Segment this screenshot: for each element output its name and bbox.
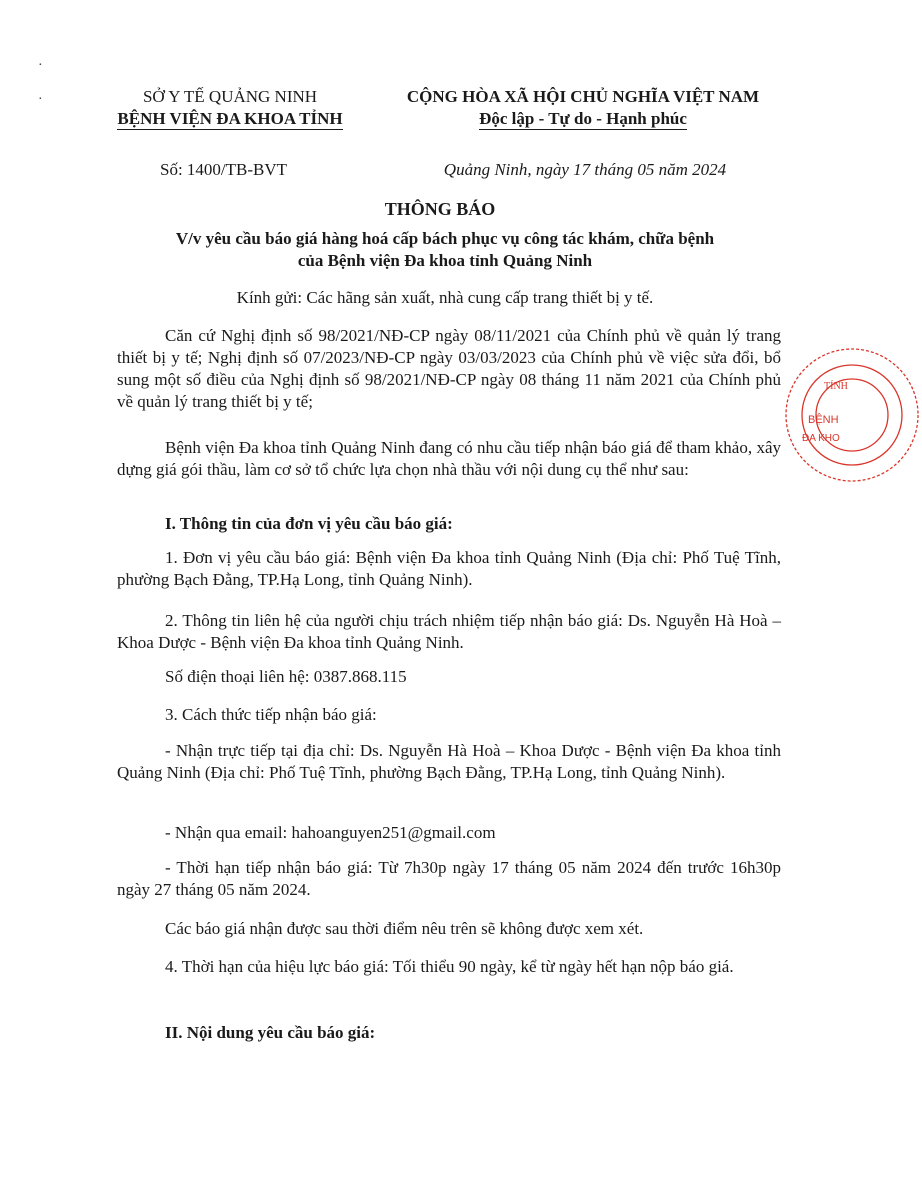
late-note: Các báo giá nhận được sau thời điểm nêu trên sẽ không được xem xét. <box>165 919 644 938</box>
intro-paragraph: Bệnh viện Đa khoa tỉnh Quảng Ninh đang có nhu cầu tiếp nhận báo giá để tham khảo, xây dựng giá gói thầu, làm cơ sở tổ chức lựa chọn nhà thầu với nội dung cụ thể như sau: <box>117 438 781 479</box>
receive-direct: - Nhận trực tiếp tại địa chỉ: Ds. Nguyễn Hà Hoà – Khoa Dược - Bệnh viện Đa khoa tỉnh Quảng Ninh (Địa chỉ: Phố Tuệ Tĩnh, phường Bạch Đằng, TP.Hạ Long, tỉnh Quảng Ninh). <box>117 741 781 782</box>
agency-header <box>100 86 360 130</box>
seal-text-top: TỈNH <box>824 381 848 392</box>
document-number: Số: 1400/TB-BVT <box>160 160 288 179</box>
document-title: THÔNG BÁO <box>384 199 496 219</box>
contact-phone: Số điện thoại liên hệ: 0387.868.115 <box>165 667 407 686</box>
scan-mark: · <box>38 58 43 73</box>
section-heading-2: II. Nội dung yêu cầu báo giá: <box>165 1023 376 1042</box>
scan-mark: · <box>38 92 43 107</box>
receive-deadline: - Thời hạn tiếp nhận báo giá: Từ 7h30p ngày 17 tháng 05 năm 2024 đến trước 16h30p ngày 27 tháng 05 năm 2024. <box>117 858 781 899</box>
agency-parent: SỞ Y TẾ QUẢNG NINH <box>142 87 318 106</box>
official-seal <box>782 345 922 485</box>
legal-basis-paragraph: Căn cứ Nghị định số 98/2021/NĐ-CP ngày 08/11/2021 của Chính phủ về quản lý trang thiết bị y tế; Nghị định số 07/2023/NĐ-CP ngày 03/03/2023 của Chính phủ về việc sửa đổi, bổ sung một số điều của Nghị định số 98/2021/NĐ-CP ngày 08 tháng 11 năm 2021 của Chính phủ về quản lý trang thiết bị y tế; <box>117 326 781 411</box>
greeting: Kính gửi: Các hãng sản xuất, nhà cung cấp trang thiết bị y tế. <box>236 288 654 307</box>
national-title: CỘNG HÒA XÃ HỘI CHỦ NGHĨA VIỆT NAM <box>406 87 760 106</box>
seal-text-mid1: BỆNH <box>808 414 839 426</box>
subject-line-1: V/v yêu cầu báo giá hàng hoá cấp bách phục vụ công tác khám, chữa bệnh <box>175 229 715 248</box>
item-2: 2. Thông tin liên hệ của người chịu trách nhiệm tiếp nhận báo giá: Ds. Nguyễn Hà Hoà – Khoa Dược - Bệnh viện Đa khoa tỉnh Quảng Ninh. <box>117 611 781 652</box>
item-4: 4. Thời hạn của hiệu lực báo giá: Tối thiểu 90 ngày, kể từ ngày hết hạn nộp báo giá. <box>165 957 734 976</box>
national-motto: Độc lập - Tự do - Hạnh phúc <box>479 109 687 128</box>
agency-name: BỆNH VIỆN ĐA KHOA TỈNH <box>117 109 343 128</box>
section-heading-1: I. Thông tin của đơn vị yêu cầu báo giá: <box>165 514 453 533</box>
receive-email: - Nhận qua email: hahoanguyen251@gmail.com <box>165 823 496 842</box>
document-subject <box>100 228 790 272</box>
subject-line-2: của Bệnh viện Đa khoa tỉnh Quảng Ninh <box>297 251 593 270</box>
national-header <box>378 86 788 130</box>
item-1: 1. Đơn vị yêu cầu báo giá: Bệnh viện Đa khoa tỉnh Quảng Ninh (Địa chỉ: Phố Tuệ Tĩnh, phường Bạch Đằng, TP.Hạ Long, tỉnh Quảng Ninh). <box>117 548 781 589</box>
seal-text-mid2: ĐA KHO <box>802 433 840 444</box>
document-date: Quảng Ninh, ngày 17 tháng 05 năm 2024 <box>443 160 727 179</box>
item-3: 3. Cách thức tiếp nhận báo giá: <box>165 705 377 724</box>
